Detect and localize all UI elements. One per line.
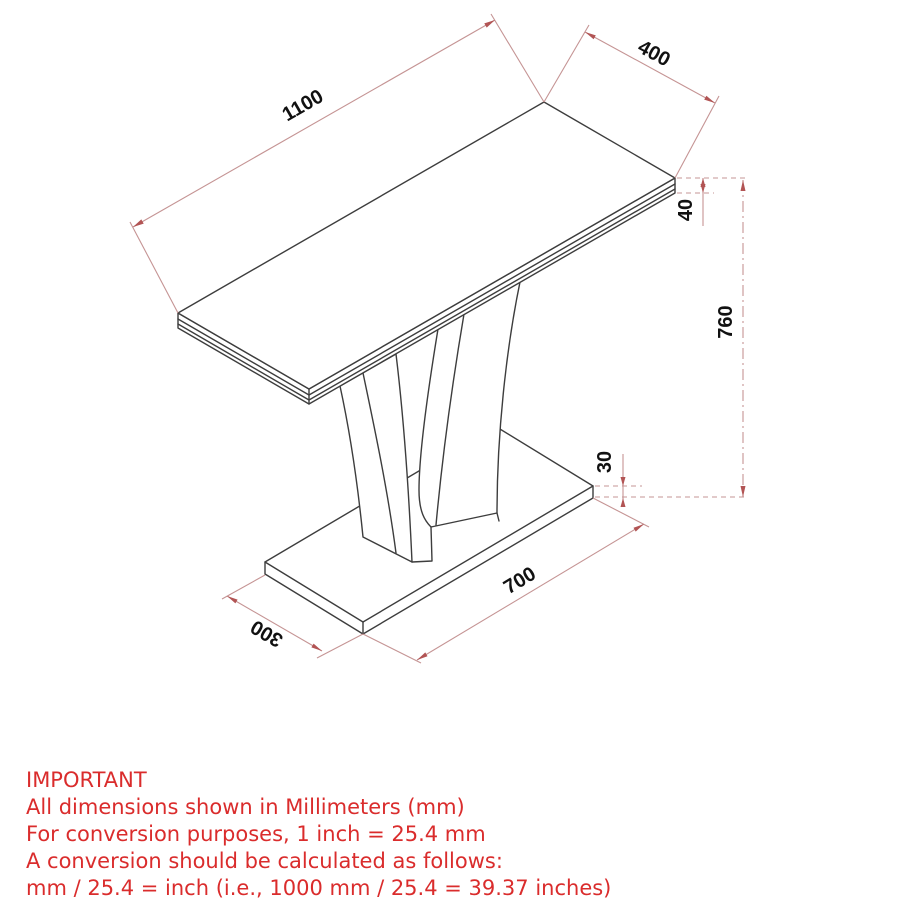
extension-line <box>675 96 719 178</box>
extension-line <box>363 634 421 663</box>
dim-arrow <box>417 652 428 660</box>
notes-section <box>26 767 611 900</box>
dim-arrow <box>621 498 626 507</box>
dim-arrow <box>133 219 144 227</box>
dim-arrow <box>741 486 746 497</box>
dim-label-top-length: 1100 <box>278 85 328 127</box>
notes-heading: IMPORTANT <box>26 768 147 792</box>
dim-label-base-thickness: 30 <box>594 450 616 474</box>
extension-line <box>222 575 265 599</box>
extension-line <box>130 222 178 313</box>
note-line: A conversion should be calculated as follows: <box>26 849 503 873</box>
dim-arrow <box>484 20 495 28</box>
extension-line <box>491 14 544 102</box>
extension-line <box>317 634 363 658</box>
dim-arrow <box>585 32 596 39</box>
dim-label-top-thickness: 40 <box>675 198 697 222</box>
dim-arrow <box>621 477 626 486</box>
dimension-overall-height <box>595 180 748 497</box>
note-line: For conversion purposes, 1 inch = 25.4 mm <box>26 822 486 846</box>
table-top-surface <box>178 102 675 389</box>
dim-label-overall-height: 760 <box>715 305 737 339</box>
table-top <box>178 102 675 404</box>
dim-arrow <box>701 184 706 193</box>
note-line: All dimensions shown in Millimeters (mm) <box>26 795 465 819</box>
extension-line <box>544 25 589 102</box>
dim-arrow <box>634 524 645 532</box>
dim-label-base-depth: 300 <box>246 615 287 652</box>
dim-arrow <box>741 180 746 191</box>
dim-arrow <box>227 596 238 603</box>
dimension-base-thickness <box>594 451 642 507</box>
dim-label-top-depth: 400 <box>633 36 674 72</box>
note-line: mm / 25.4 = inch (i.e., 1000 mm / 25.4 = 39.37 inches) <box>26 876 612 900</box>
dimension-top-thickness <box>675 178 748 226</box>
dim-label-base-length: 700 <box>499 562 540 599</box>
dim-arrow <box>311 644 322 651</box>
dim-arrow <box>704 96 715 103</box>
extension-line <box>593 498 649 527</box>
